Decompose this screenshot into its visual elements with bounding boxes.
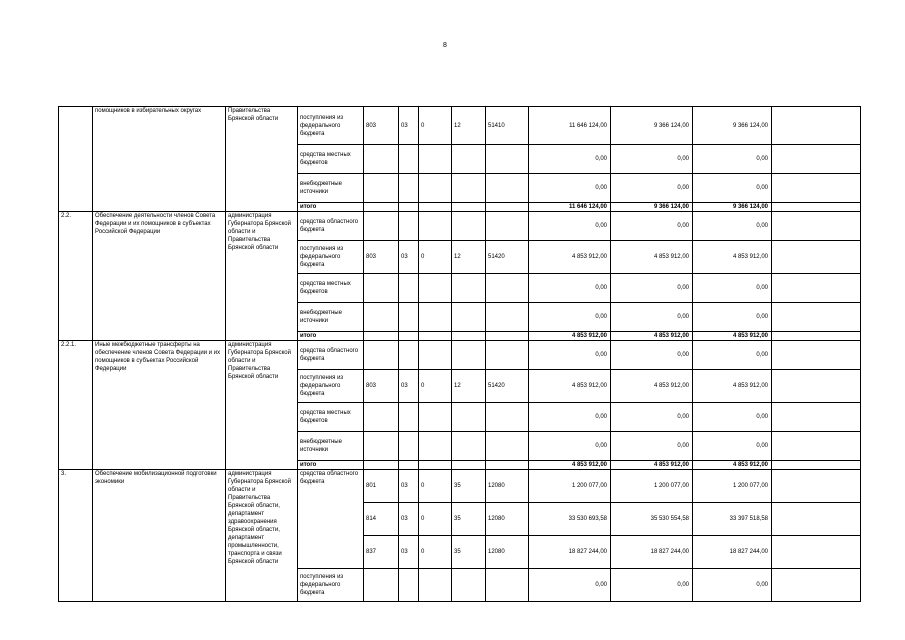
- table-cell: 814: [364, 503, 399, 536]
- table-cell: [419, 569, 452, 602]
- table-cell: 12080: [486, 470, 529, 503]
- table-cell: 4 853 912,00: [529, 461, 611, 470]
- table-cell: 0,00: [693, 212, 772, 241]
- table-cell: 11 646 124,00: [529, 203, 611, 212]
- table-cell: 0,00: [693, 569, 772, 602]
- table-cell: поступления из федерального бюджета: [298, 241, 364, 274]
- table-cell: 11 646 124,00: [529, 107, 611, 145]
- table-cell: 35: [452, 503, 486, 536]
- table-cell: [486, 303, 529, 332]
- table-cell: [452, 303, 486, 332]
- table-cell: [486, 432, 529, 461]
- table-cell: [772, 569, 861, 602]
- table-cell: средства местных бюджетов: [298, 145, 364, 174]
- table-cell: 0,00: [611, 212, 693, 241]
- table-cell: 0,00: [611, 341, 693, 370]
- table-cell: [364, 461, 399, 470]
- table-cell: [399, 461, 419, 470]
- table-cell: [486, 274, 529, 303]
- table-cell: 0,00: [693, 174, 772, 203]
- table-cell: [419, 432, 452, 461]
- table-cell: 2.2.: [59, 212, 93, 341]
- table-cell: [452, 403, 486, 432]
- table-cell: [419, 341, 452, 370]
- table-cell: 4 853 912,00: [611, 332, 693, 341]
- table-cell: 801: [364, 470, 399, 503]
- table-cell: 3.: [59, 470, 93, 602]
- table-cell: 9 366 124,00: [693, 107, 772, 145]
- table-cell: 1 200 077,00: [529, 470, 611, 503]
- table-cell: 9 366 124,00: [693, 203, 772, 212]
- table-cell: 4 853 912,00: [529, 332, 611, 341]
- table-cell: 4 853 912,00: [529, 370, 611, 403]
- table-cell: 9 366 124,00: [611, 107, 693, 145]
- table-cell: 0,00: [529, 432, 611, 461]
- table-cell: 0,00: [693, 145, 772, 174]
- table-cell: [364, 432, 399, 461]
- table-cell: 51420: [486, 370, 529, 403]
- table-cell: администрация Губернатора Брянской области и Правительства Брянской области: [226, 212, 298, 341]
- table-cell: [772, 145, 861, 174]
- table-cell: 803: [364, 370, 399, 403]
- table-cell: [452, 274, 486, 303]
- table-cell: [486, 403, 529, 432]
- table-cell: [486, 145, 529, 174]
- table-cell: поступления из федерального бюджета: [298, 107, 364, 145]
- table-cell: поступления из федерального бюджета: [298, 370, 364, 403]
- table-cell: [772, 174, 861, 203]
- table-cell: [772, 107, 861, 145]
- table-cell: администрация Губернатора Брянской области и Правительства Брянской области: [226, 341, 298, 470]
- table-cell: администрация Губернатора Брянской области и Правительства Брянской области, департамент здравоохранения Брянской области, департамент промышленности, транспорта и связи Брянской области: [226, 470, 298, 602]
- table-cell: 03: [399, 107, 419, 145]
- table-cell: [452, 332, 486, 341]
- table-cell: [419, 403, 452, 432]
- table-cell: [399, 403, 419, 432]
- table-cell: 12080: [486, 536, 529, 569]
- table-cell: [419, 145, 452, 174]
- table-cell: [364, 274, 399, 303]
- table-cell: [59, 107, 93, 212]
- table-cell: [419, 212, 452, 241]
- table-cell: 803: [364, 107, 399, 145]
- table-cell: внебюджетные источники: [298, 174, 364, 203]
- table-cell: 03: [399, 241, 419, 274]
- table-cell: 18 827 244,00: [529, 536, 611, 569]
- table-cell: [772, 403, 861, 432]
- table-cell: [419, 303, 452, 332]
- table-cell: итого: [298, 203, 364, 212]
- table-cell: 0,00: [529, 145, 611, 174]
- table-cell: [399, 274, 419, 303]
- table-cell: 33 530 693,58: [529, 503, 611, 536]
- table-cell: 4 853 912,00: [611, 241, 693, 274]
- table-cell: средства местных бюджетов: [298, 274, 364, 303]
- table-cell: [419, 332, 452, 341]
- table-cell: 03: [399, 470, 419, 503]
- table-cell: 0,00: [529, 212, 611, 241]
- table-cell: 0: [419, 107, 452, 145]
- table-cell: [452, 203, 486, 212]
- table-cell: 12080: [486, 503, 529, 536]
- table-cell: 03: [399, 536, 419, 569]
- budget-table: [58, 106, 861, 602]
- table-cell: внебюджетные источники: [298, 303, 364, 332]
- table-cell: [399, 341, 419, 370]
- table-cell: 0,00: [611, 303, 693, 332]
- table-cell: 4 853 912,00: [693, 241, 772, 274]
- table-cell: поступления из федерального бюджета: [298, 569, 364, 602]
- table-cell: 9 366 124,00: [611, 203, 693, 212]
- table-cell: 1 200 077,00: [693, 470, 772, 503]
- table-cell: 03: [399, 370, 419, 403]
- table-cell: 0,00: [611, 569, 693, 602]
- table-cell: [772, 432, 861, 461]
- table-cell: 4 853 912,00: [611, 461, 693, 470]
- table-cell: 2.2.1.: [59, 341, 93, 470]
- table-cell: [419, 203, 452, 212]
- table-cell: 0,00: [529, 274, 611, 303]
- table-cell: [452, 432, 486, 461]
- table-cell: [452, 461, 486, 470]
- table-cell: [364, 174, 399, 203]
- table-cell: итого: [298, 461, 364, 470]
- table-cell: [772, 470, 861, 503]
- table-cell: [772, 461, 861, 470]
- table-cell: [772, 370, 861, 403]
- table-cell: [399, 569, 419, 602]
- table-cell: [364, 569, 399, 602]
- table-cell: [772, 332, 861, 341]
- table-cell: Обеспечение мобилизационной подготовки экономики: [93, 470, 226, 602]
- table-cell: 0: [419, 536, 452, 569]
- table-cell: 0,00: [529, 569, 611, 602]
- table-cell: [772, 241, 861, 274]
- table-cell: [486, 203, 529, 212]
- table-cell: 4 853 912,00: [693, 461, 772, 470]
- table-cell: 0,00: [693, 274, 772, 303]
- table-cell: 0: [419, 470, 452, 503]
- table-row: [59, 470, 861, 503]
- table-cell: Правительства Брянской области: [226, 107, 298, 212]
- table-cell: 0,00: [529, 174, 611, 203]
- table-cell: [364, 341, 399, 370]
- table-cell: 0,00: [611, 274, 693, 303]
- table-cell: 12: [452, 370, 486, 403]
- table-cell: средства областного бюджета: [298, 212, 364, 241]
- table-row: [59, 341, 861, 370]
- table-cell: [399, 332, 419, 341]
- table-cell: [419, 174, 452, 203]
- table-cell: 0,00: [529, 303, 611, 332]
- table-cell: [772, 503, 861, 536]
- table-cell: [452, 212, 486, 241]
- table-cell: 803: [364, 241, 399, 274]
- table-cell: 4 853 912,00: [693, 370, 772, 403]
- table-cell: 0,00: [693, 403, 772, 432]
- table-cell: [399, 203, 419, 212]
- table-cell: 0,00: [693, 432, 772, 461]
- table-cell: 35: [452, 536, 486, 569]
- table-cell: [399, 174, 419, 203]
- table-row: [59, 107, 861, 145]
- table-cell: [772, 303, 861, 332]
- table-cell: 0,00: [693, 341, 772, 370]
- table-cell: 837: [364, 536, 399, 569]
- table-cell: [486, 461, 529, 470]
- table-cell: [364, 332, 399, 341]
- table-cell: 4 853 912,00: [693, 332, 772, 341]
- table-cell: [486, 174, 529, 203]
- table-cell: 0,00: [529, 403, 611, 432]
- table-cell: [364, 212, 399, 241]
- table-cell: [452, 174, 486, 203]
- table-cell: 51420: [486, 241, 529, 274]
- table-cell: Иные межбюджетные трансферты на обеспечение членов Совета Федерации и их помощников в субъектах Российской Федерации: [93, 341, 226, 470]
- table-cell: [772, 212, 861, 241]
- table-cell: [452, 341, 486, 370]
- table-cell: [486, 341, 529, 370]
- table-cell: 18 827 244,00: [611, 536, 693, 569]
- table-cell: 0: [419, 241, 452, 274]
- table-cell: 4 853 912,00: [529, 241, 611, 274]
- table-cell: [772, 341, 861, 370]
- table-body: [59, 107, 861, 602]
- table-cell: [364, 203, 399, 212]
- table-cell: [364, 403, 399, 432]
- table-cell: 0,00: [611, 174, 693, 203]
- table-row: [59, 212, 861, 241]
- table-cell: 0,00: [611, 145, 693, 174]
- table-cell: [772, 274, 861, 303]
- table-cell: [419, 274, 452, 303]
- page-number: 8: [443, 42, 447, 49]
- table-cell: итого: [298, 332, 364, 341]
- table-cell: средства областного бюджета: [298, 341, 364, 370]
- table-cell: 4 853 912,00: [611, 370, 693, 403]
- table-cell: 0,00: [611, 432, 693, 461]
- table-cell: [486, 569, 529, 602]
- table-cell: 0,00: [611, 403, 693, 432]
- table-cell: помощников в избирательных округах: [93, 107, 226, 212]
- table-cell: внебюджетные источники: [298, 432, 364, 461]
- table-cell: Обеспечение деятельности членов Совета Федерации и их помощников в субъектах Российской Федерации: [93, 212, 226, 341]
- table-cell: [399, 145, 419, 174]
- table-cell: 12: [452, 241, 486, 274]
- table-cell: 0,00: [693, 303, 772, 332]
- table-cell: [772, 203, 861, 212]
- table-cell: 33 397 518,58: [693, 503, 772, 536]
- table-cell: [399, 303, 419, 332]
- table-cell: [452, 145, 486, 174]
- table-cell: [399, 432, 419, 461]
- table-cell: [399, 212, 419, 241]
- table-cell: 12: [452, 107, 486, 145]
- table-cell: 18 827 244,00: [693, 536, 772, 569]
- table-cell: 0: [419, 370, 452, 403]
- table-cell: [364, 303, 399, 332]
- table-cell: 1 200 077,00: [611, 470, 693, 503]
- table-cell: средства местных бюджетов: [298, 403, 364, 432]
- table-cell: средства областного бюджета: [298, 470, 364, 569]
- table-cell: [419, 461, 452, 470]
- table-cell: 35 530 554,58: [611, 503, 693, 536]
- table-cell: [486, 332, 529, 341]
- table-cell: 0: [419, 503, 452, 536]
- table-cell: 51410: [486, 107, 529, 145]
- table-cell: 35: [452, 470, 486, 503]
- table-cell: 0,00: [529, 341, 611, 370]
- table-cell: [772, 536, 861, 569]
- table-cell: [486, 212, 529, 241]
- table-cell: [364, 145, 399, 174]
- table-cell: [452, 569, 486, 602]
- table-cell: 03: [399, 503, 419, 536]
